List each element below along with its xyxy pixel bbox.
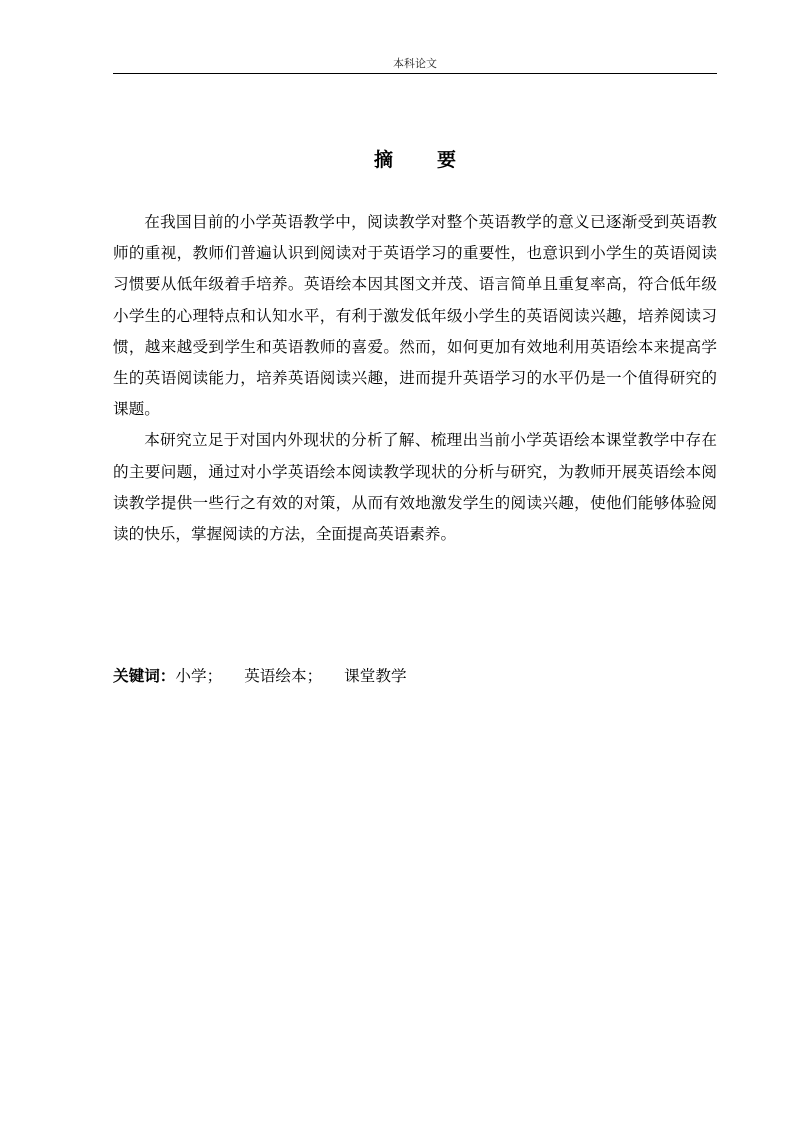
running-header: 本科论文 (393, 57, 437, 70)
abstract-title (0, 145, 793, 172)
abstract-body (113, 207, 717, 550)
abstract-title-char-1: 摘 (373, 149, 393, 171)
keyword-item: 英语绘本； (244, 667, 323, 685)
keywords-line (113, 664, 407, 688)
keyword-item: 小学； (175, 667, 223, 685)
keyword-item: 课堂教学 (344, 667, 407, 685)
abstract-paragraph-2: 本研究立足于对国内外现状的分析了解、梳理出当前小学英语绘本课堂教学中存在的主要问题，通过对小学英语绘本阅读教学现状的分析与研究，为教师开展英语绘本阅读教学提供一些行之有效的对策，从而有效地激发学生的阅读兴趣，使他们能够体验阅读的快乐，掌握阅读的方法，全面提高英语素养。 (113, 431, 717, 544)
keywords-label: 关键词： (113, 667, 176, 685)
abstract-paragraph-1: 在我国目前的小学英语教学中，阅读教学对整个英语教学的意义已逐渐受到英语教师的重视，教师们普遍认识到阅读对于英语学习的重要性，也意识到小学生的英语阅读习惯要从低年级着手培养。英语绘本因其图文并茂、语言简单且重复率高，符合低年级小学生的心理特点和认知水平，有利于激发低年级小学生的英语阅读兴趣，培养阅读习惯，越来越受到学生和英语教师的喜爱。然而，如何更加有效地利用英语绘本来提高学生的英语阅读能力，培养英语阅读兴趣，进而提升英语学习的水平仍是一个值得研究的课题。 (113, 213, 717, 419)
abstract-title-char-2: 要 (437, 149, 457, 171)
header-rule (113, 73, 717, 74)
